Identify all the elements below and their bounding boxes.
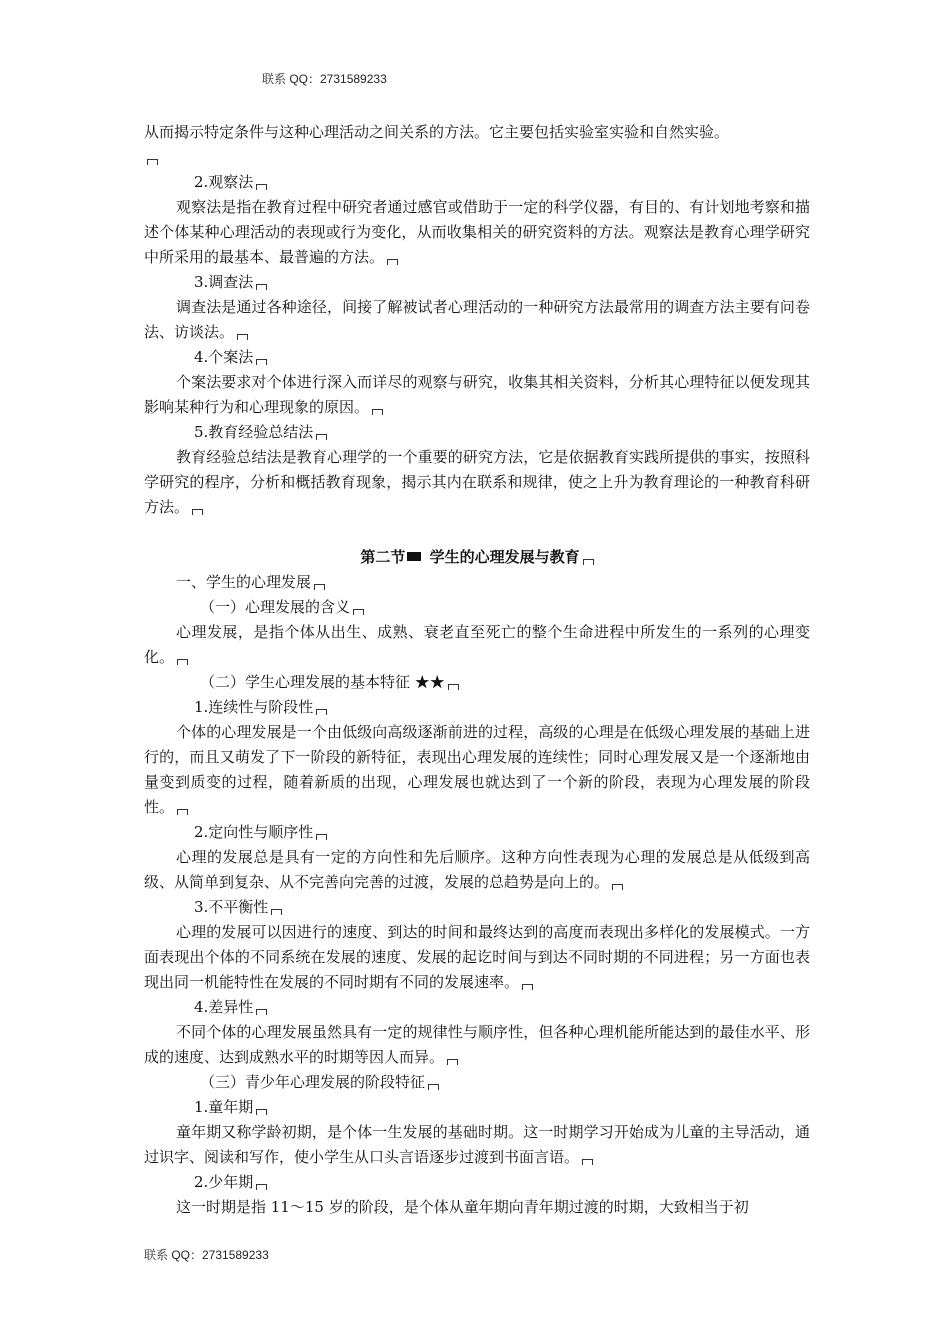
heading-level2: （一）心理发展的含义 <box>144 595 810 620</box>
paragraph-mark-icon <box>447 1059 458 1065</box>
paragraph-mark-icon <box>177 809 188 815</box>
paragraph-mark-icon <box>316 834 327 840</box>
paragraph-mark-icon <box>192 509 203 515</box>
paragraph: 调查法是通过各种途径，间接了解被试者心理活动的一种研究方法最常用的调查方法主要有问卷法、访谈法。 <box>144 298 810 341</box>
subheading: 1.童年期 <box>144 1095 810 1120</box>
paragraph: 童年期又称学龄初期，是个体一生发展的基础时期。这一时期学习开始成为儿童的主导活动，通过识字、阅读和写作，使小学生从口头言语逐步过渡到书面言语。 <box>144 1123 810 1166</box>
paragraph: 心理发展，是指个体从出生、成熟、衰老直至死亡的整个生命进程中所发生的一系列的心理变化。 <box>144 623 810 666</box>
heading-level2: （三）青少年心理发展的阶段特征 <box>144 1070 810 1095</box>
section-title: 第二节 学生的心理发展与教育 <box>144 545 810 570</box>
paragraph-mark-icon <box>387 259 398 265</box>
paragraph: 这一时期是指 11～15 岁的阶段，是个体从童年期向青年期过渡的时期，大致相当于初 <box>176 1198 749 1216</box>
paragraph-mark-icon <box>256 1109 267 1115</box>
subheading: 5.教育经验总结法 <box>144 420 810 445</box>
subheading: 2.少年期 <box>144 1170 810 1195</box>
subheading: 4.个案法 <box>144 345 810 370</box>
document-body <box>144 120 810 1220</box>
paragraph-mark-icon <box>147 159 158 165</box>
footer-contact: 联系 QQ：2731589233 <box>144 1248 269 1262</box>
paragraph-mark-icon <box>316 709 327 715</box>
paragraph-mark-icon <box>353 609 364 615</box>
square-glyph-icon <box>407 552 421 561</box>
paragraph-mark-icon <box>522 984 533 990</box>
subheading: 2.定向性与顺序性 <box>144 820 810 845</box>
paragraph-mark-icon <box>612 884 623 890</box>
paragraph-mark-icon <box>271 909 282 915</box>
paragraph-mark-icon <box>448 684 459 690</box>
heading-level2: （二）学生心理发展的基本特征 ★★ <box>144 670 810 695</box>
paragraph: 不同个体的心理发展虽然具有一定的规律性与顺序性，但各种心理机能所能达到的最佳水平、形成的速度、达到成熟水平的时期等因人而异。 <box>144 1023 810 1066</box>
subheading: 1.连续性与阶段性 <box>144 695 810 720</box>
paragraph: 心理的发展总是具有一定的方向性和先后顺序。这种方向性表现为心理的发展总是从低级到高级、从简单到复杂、从不完善向完善的过渡，发展的总趋势是向上的。 <box>144 848 810 891</box>
paragraph: 心理的发展可以因进行的速度、到达的时间和最终达到的高度而表现出多样化的发展模式。一方面表现出个体的不同系统在发展的速度、发展的起讫时间与到达不同时期的不同进程；另一方面也表现出同一机能特性在发展的不同时期有不同的发展速率。 <box>144 923 810 991</box>
paragraph-mark-icon <box>582 1159 593 1165</box>
paragraph-mark-icon <box>314 584 325 590</box>
paragraph-mark-icon <box>256 359 267 365</box>
paragraph-mark-icon <box>256 284 267 290</box>
subheading: 3.调查法 <box>144 270 810 295</box>
paragraph: 个案法要求对个体进行深入而详尽的观察与研究，收集其相关资料，分析其心理特征以便发现其影响某种行为和心理现象的原因。 <box>144 373 810 416</box>
paragraph: 教育经验总结法是教育心理学的一个重要的研究方法，它是依据教育实践所提供的事实，按照科学研究的程序，分析和概括教育现象，揭示其内在联系和规律，使之上升为教育理论的一种教育科研方法。 <box>144 448 810 516</box>
paragraph-mark-icon <box>316 434 327 440</box>
header-contact: 联系 QQ：2731589233 <box>262 72 387 86</box>
paragraph-mark-icon <box>237 334 248 340</box>
paragraph: 观察法是指在教育过程中研究者通过感官或借助于一定的科学仪器，有目的、有计划地考察和描述个体某种心理活动的表现或行为变化，从而收集相关的研究资料的方法。观察法是教育心理学研究中所采用的最基本、最普遍的方法。 <box>144 198 810 266</box>
paragraph-mark-icon <box>256 1184 267 1190</box>
subheading: 4.差异性 <box>144 995 810 1020</box>
paragraph-mark-icon <box>583 559 594 565</box>
heading-level1: 一、学生的心理发展 <box>144 570 810 595</box>
paragraph-mark-icon <box>428 1084 439 1090</box>
paragraph-mark-icon <box>372 409 383 415</box>
paragraph: 个体的心理发展是一个由低级向高级逐渐前进的过程，高级的心理是在低级心理发展的基础上进行的，而且又萌发了下一阶段的新特征，表现出心理发展的连续性；同时心理发展又是一个逐渐地由量变到质变的过程，随着新质的出现，心理发展也就达到了一个新的阶段，表现为心理发展的阶段性。 <box>144 723 810 816</box>
paragraph-mark-icon <box>177 659 188 665</box>
paragraph: 从而揭示特定条件与这种心理活动之间关系的方法。它主要包括实验室实验和自然实验。 <box>144 120 810 170</box>
subheading: 2.观察法 <box>144 170 810 195</box>
importance-stars: ★★ <box>414 673 445 691</box>
paragraph-mark-icon <box>256 184 267 190</box>
subheading: 3.不平衡性 <box>144 895 810 920</box>
paragraph-mark-icon <box>256 1009 267 1015</box>
